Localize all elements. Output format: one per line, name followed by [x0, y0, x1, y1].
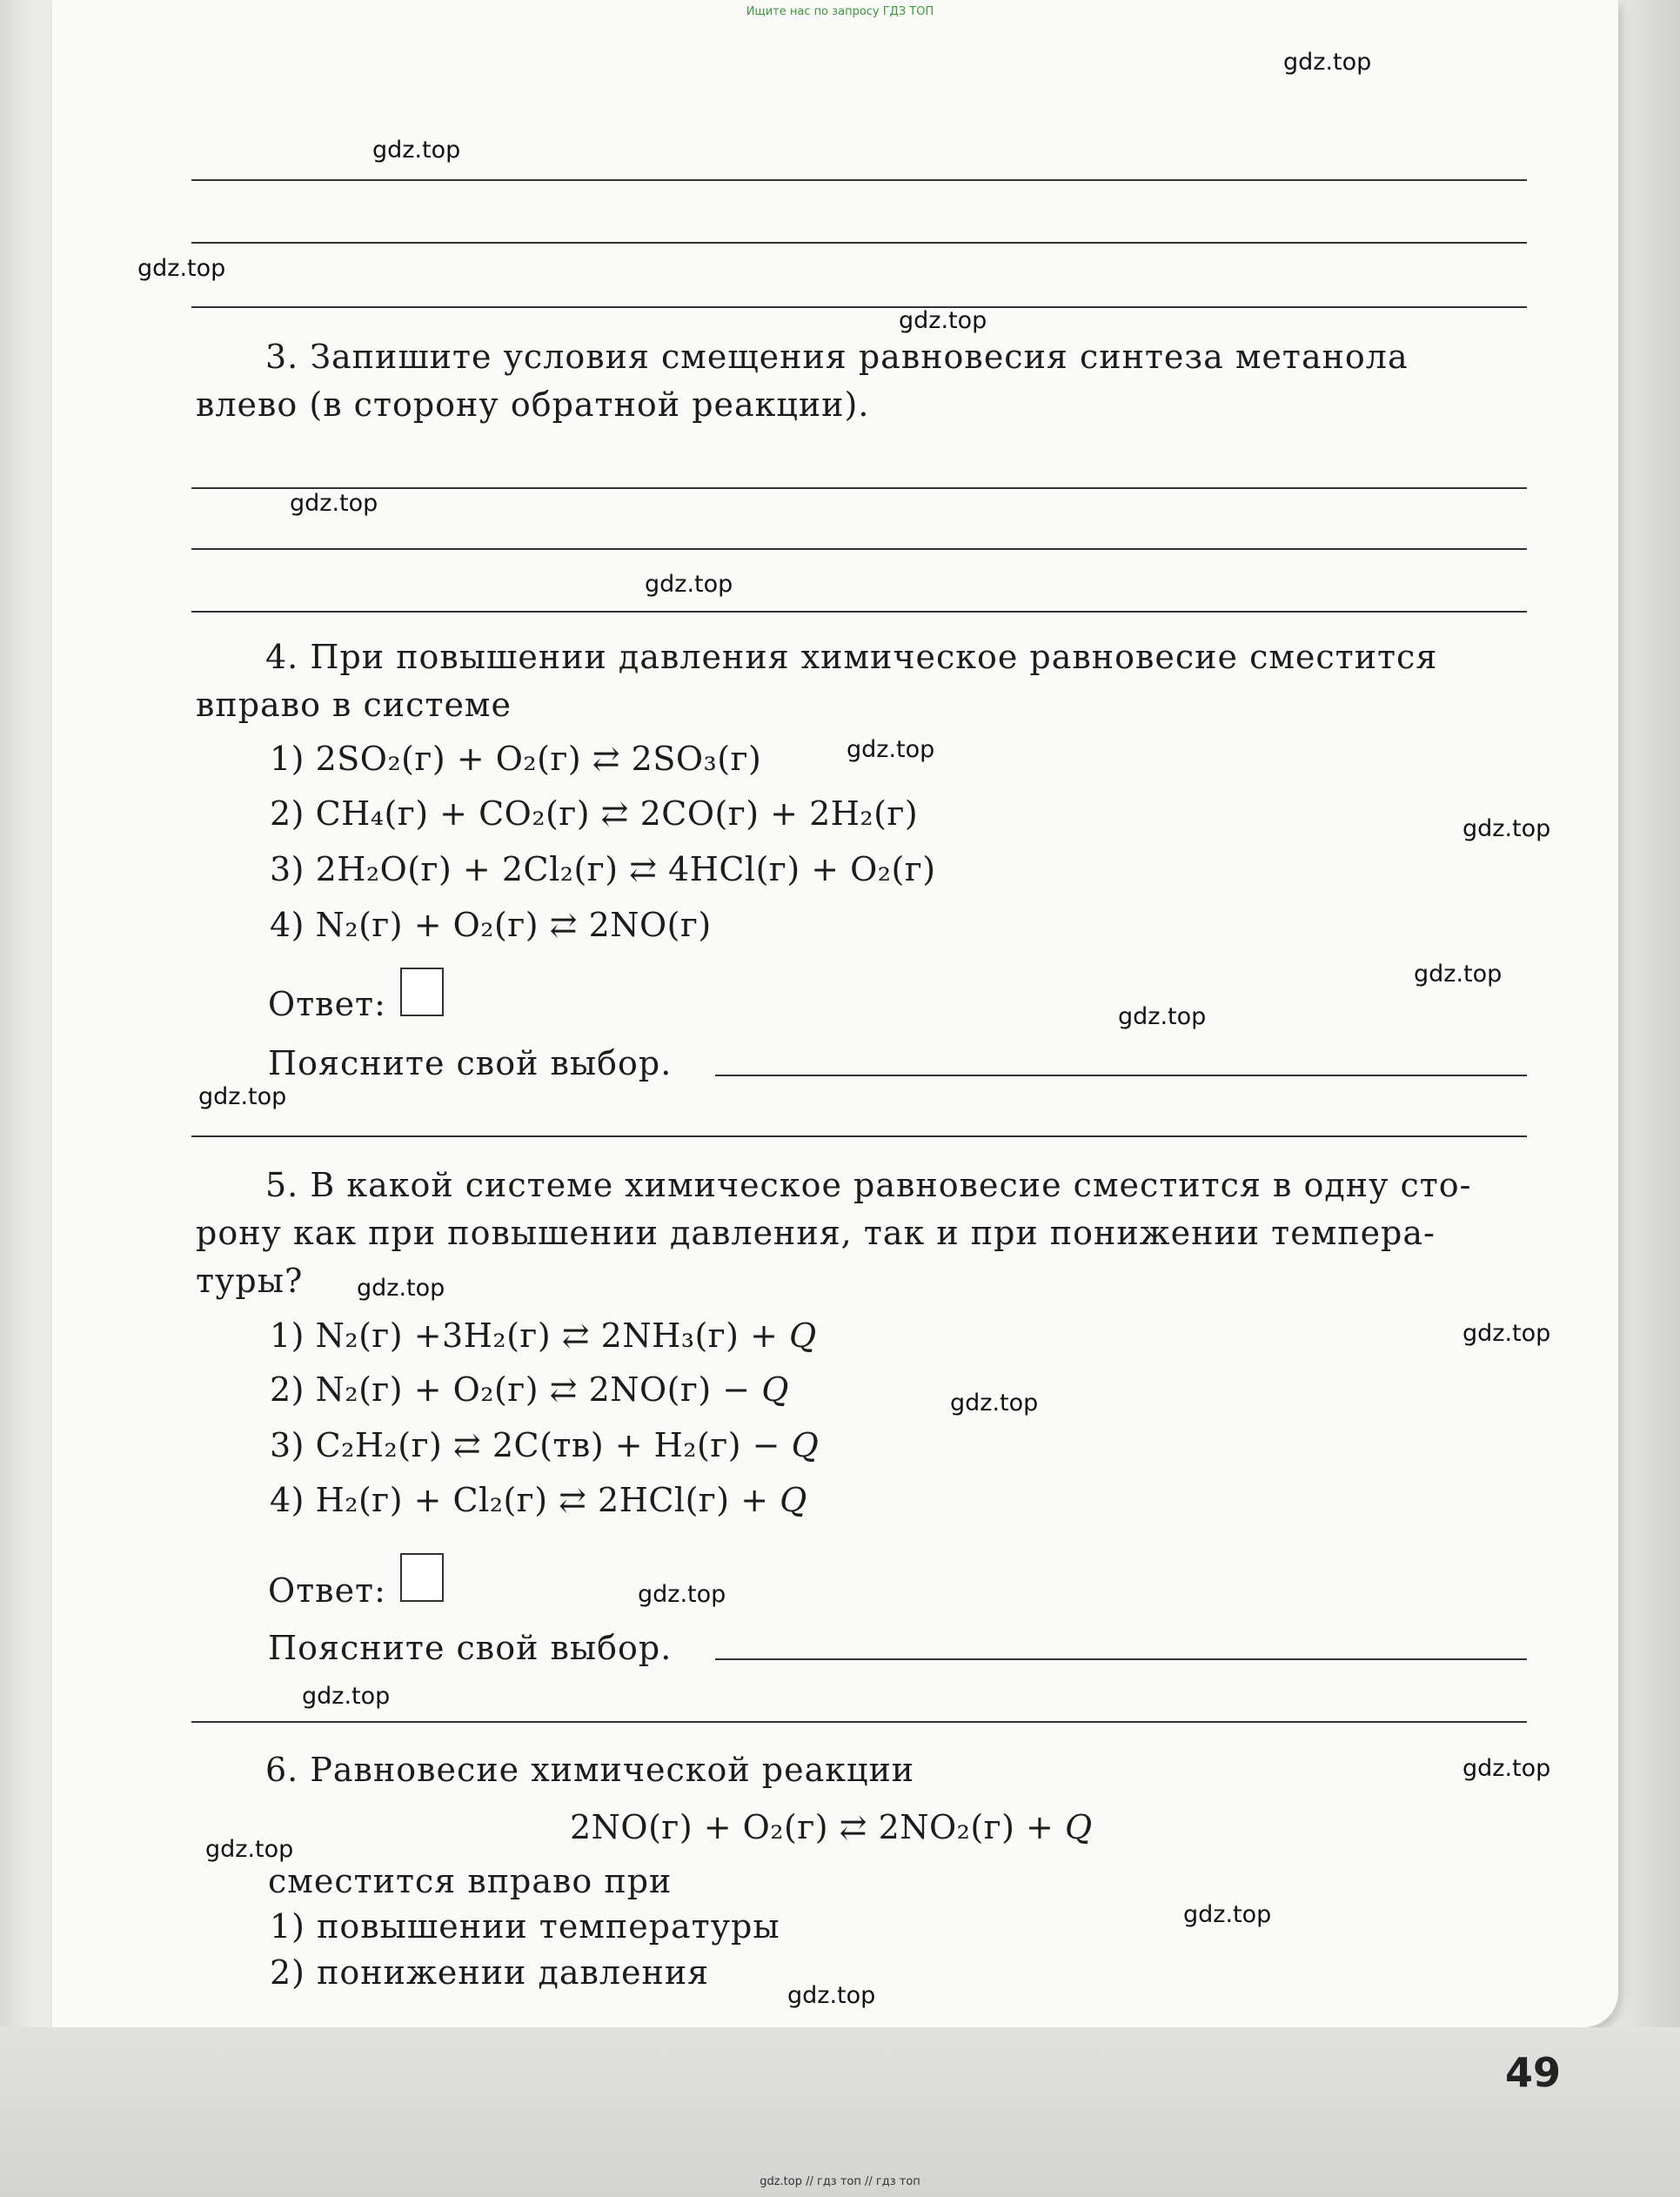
- page-bottom-strip: [0, 2027, 1680, 2197]
- watermark[interactable]: gdz.top: [847, 736, 935, 763]
- q4-option-3: 3) 2H₂O(г) + 2Cl₂(г) ⇄ 4HCl(г) + O₂(г): [270, 850, 936, 888]
- q4-option-2: 2) CH₄(г) + CO₂(г) ⇄ 2CO(г) + 2H₂(г): [270, 794, 919, 833]
- q4-line1: 4. При повышении давления химическое равновесие сместится: [265, 638, 1438, 676]
- watermark[interactable]: gdz.top: [357, 1275, 445, 1302]
- q5-line2: рону как при повышении давления, так и при понижении темпера-: [196, 1214, 1436, 1252]
- q4-line2: вправо в системе: [196, 686, 512, 724]
- answer-line[interactable]: [191, 1721, 1527, 1723]
- q4-answer-box[interactable]: [400, 968, 444, 1016]
- watermark[interactable]: gdz.top: [372, 137, 461, 164]
- watermark[interactable]: gdz.top: [198, 1083, 287, 1110]
- q3-line2: влево (в сторону обратной реакции).: [196, 385, 870, 424]
- watermark[interactable]: gdz.top: [1118, 1003, 1207, 1030]
- watermark[interactable]: gdz.top: [1462, 1320, 1551, 1347]
- q6-line1: 6. Равновесие химической реакции: [265, 1751, 915, 1789]
- bottom-banner[interactable]: gdz.top // гдз топ // гдз топ: [760, 2175, 920, 2188]
- watermark[interactable]: gdz.top: [1414, 961, 1503, 988]
- watermark[interactable]: gdz.top: [899, 307, 987, 334]
- watermark[interactable]: gdz.top: [638, 1581, 726, 1608]
- q5-option-4: 4) H₂(г) + Cl₂(г) ⇄ 2HCl(г) + Q: [270, 1481, 807, 1519]
- q5-explain-label: Поясните свой выбор.: [268, 1629, 673, 1667]
- answer-line: [191, 611, 1527, 613]
- q6-equation: 2NO(г) + O₂(г) ⇄ 2NO₂(г) + Q: [570, 1808, 1093, 1846]
- page-number: 49: [1505, 2049, 1562, 2096]
- q5-answer-label: Ответ:: [268, 1571, 386, 1610]
- q5-option-1: 1) N₂(г) +3H₂(г) ⇄ 2NH₃(г) + Q: [270, 1316, 817, 1355]
- q4-answer-label: Ответ:: [268, 985, 386, 1023]
- watermark[interactable]: gdz.top: [137, 255, 226, 282]
- answer-line[interactable]: [191, 1135, 1527, 1137]
- q5-option-2: 2) N₂(г) + O₂(г) ⇄ 2NO(г) − Q: [270, 1370, 789, 1409]
- answer-line: [191, 179, 1527, 181]
- watermark[interactable]: gdz.top: [645, 571, 733, 598]
- watermark[interactable]: gdz.top: [205, 1836, 294, 1863]
- q6-option-1: 1) повышении температуры: [270, 1907, 780, 1946]
- q6-line2: сместится вправо при: [268, 1862, 673, 1900]
- q5-option-3: 3) C₂H₂(г) ⇄ 2C(тв) + H₂(г) − Q: [270, 1426, 820, 1464]
- watermark[interactable]: gdz.top: [302, 1683, 391, 1710]
- answer-line: [191, 242, 1527, 244]
- q4-explain-label: Поясните свой выбор.: [268, 1044, 673, 1082]
- answer-line: [191, 487, 1527, 489]
- q5-answer-box[interactable]: [400, 1553, 444, 1602]
- answer-line: [191, 306, 1527, 308]
- answer-line[interactable]: [715, 1075, 1527, 1076]
- top-banner[interactable]: Ищите нас по запросу ГДЗ ТОП: [746, 5, 934, 18]
- q4-option-1: 1) 2SO₂(г) + O₂(г) ⇄ 2SO₃(г): [270, 740, 762, 778]
- watermark[interactable]: gdz.top: [1183, 1901, 1272, 1928]
- q6-option-2: 2) понижении давления: [270, 1953, 710, 1992]
- answer-line: [191, 548, 1527, 550]
- watermark[interactable]: gdz.top: [290, 490, 378, 517]
- answer-line[interactable]: [715, 1658, 1527, 1660]
- watermark[interactable]: gdz.top: [950, 1390, 1039, 1417]
- q4-option-4: 4) N₂(г) + O₂(г) ⇄ 2NO(г): [270, 906, 712, 944]
- q5-line1: 5. В какой системе химическое равновесие сместится в одну сто-: [265, 1166, 1472, 1204]
- watermark[interactable]: gdz.top: [1462, 1755, 1551, 1782]
- q3-line1: 3. Запишите условия смещения равновесия синтеза метанола: [265, 338, 1409, 376]
- watermark[interactable]: gdz.top: [787, 1982, 876, 2009]
- watermark[interactable]: gdz.top: [1283, 49, 1372, 76]
- q5-line3: туры?: [196, 1262, 304, 1300]
- watermark[interactable]: gdz.top: [1462, 815, 1551, 842]
